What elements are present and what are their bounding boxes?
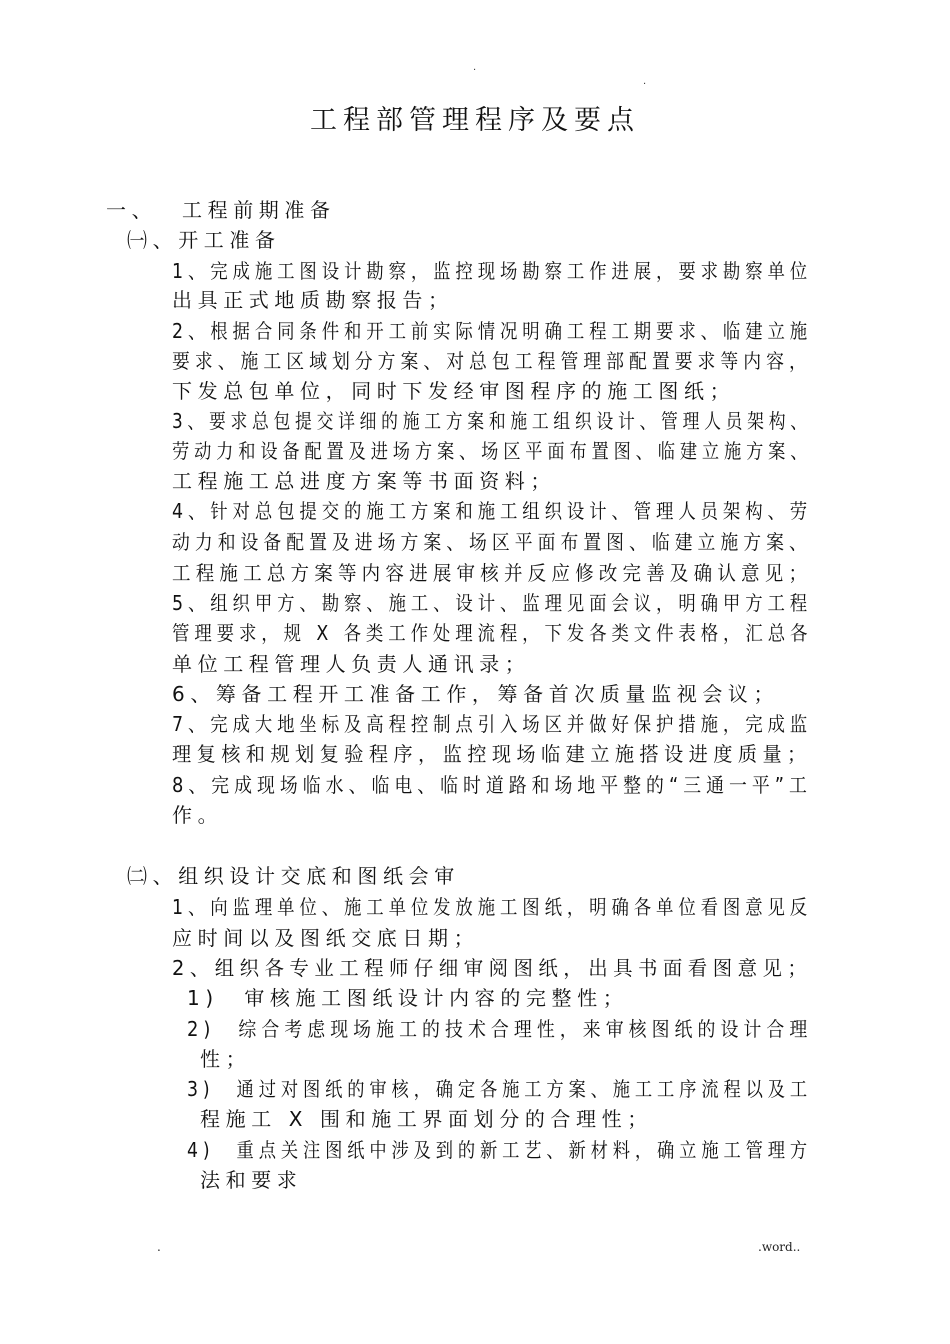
footer-word: .word.. [758, 1240, 801, 1254]
footer-dot: . [157, 1240, 161, 1254]
section-title: 工程前期准备 [182, 198, 336, 222]
paragraph-line: 5、组织甲方、勘察、施工、设计、监理见面会议，明确甲方工程 [172, 591, 813, 615]
paragraph-line: 2、组织各专业工程师仔细审阅图纸，出具书面看图意见； [172, 956, 813, 980]
paragraph-line: 劳动力和设备配置及进场方案、场区平面布置图、临建立施方案、 [172, 439, 813, 463]
paragraph-line: 理复核和规划复验程序，监控现场临建立施搭设进度质量； [172, 742, 812, 766]
paragraph-line: 工程施工总进度方案等书面资料； [172, 469, 556, 493]
sublist-line: 2) 综合考虑现场施工的技术合理性，来审核图纸的设计合理 [187, 1017, 813, 1041]
paragraph-line: 作。 [172, 803, 224, 827]
sublist-line: 1) 审核施工图纸设计内容的完整性； [187, 986, 629, 1010]
sublist-line: 法和要求 [200, 1168, 303, 1192]
sublist-line: 程施工 X 围和施工界面划分的合理性； [200, 1107, 653, 1131]
subsection-heading: ㈠、开工准备 [127, 228, 281, 252]
paragraph-line: 1、向监理单位、施工单位发放施工图纸，明确各单位看图意见反 [172, 895, 813, 919]
subsection-heading: ㈡、组织设计交底和图纸会审 [127, 864, 460, 888]
header-dot: . [473, 62, 477, 73]
document-title: 工程部管理程序及要点 [310, 105, 640, 136]
sublist-line: 3) 通过对图纸的审核，确定各施工方案、施工工序流程以及工 [187, 1077, 812, 1101]
paragraph-line: 2、根据合同条件和开工前实际情况明确工程工期要求、临建立施 [172, 319, 813, 343]
paragraph-line: 应时间以及图纸交底日期； [172, 926, 480, 950]
header-dot: . [643, 76, 647, 87]
paragraph-line: 动力和设备配置及进场方案、场区平面布置图、临建立施方案、 [172, 530, 812, 554]
paragraph-line: 6、筹备工程开工准备工作，筹备首次质量监视会议； [172, 682, 780, 706]
paragraph-line: 单位工程管理人负责人通讯录； [172, 652, 531, 676]
paragraph-line: 要求、施工区域划分方案、对总包工程管理部配置要求等内容， [172, 349, 812, 373]
section-heading [106, 198, 336, 222]
paragraph-line: 8、完成现场临水、临电、临时道路和场地平整的“三通一平”工 [172, 773, 812, 797]
paragraph-line: 下发总包单位，同时下发经审图程序的施工图纸； [172, 379, 736, 403]
paragraph-line: 4、针对总包提交的施工方案和施工组织设计、管理人员架构、劳 [172, 499, 813, 523]
sublist-line: 性； [200, 1047, 252, 1071]
paragraph-line: 管理要求，规 X 各类工作处理流程，下发各类文件表格，汇总各 [172, 621, 813, 645]
sublist-line: 4) 重点关注图纸中涉及到的新工艺、新材料，确立施工管理方 [187, 1138, 812, 1162]
paragraph-line: 3、要求总包提交详细的施工方案和施工组织设计、管理人员架构、 [172, 409, 812, 433]
paragraph-line: 7、完成大地坐标及高程控制点引入场区并做好保护措施，完成监 [172, 712, 813, 736]
paragraph-line: 出具正式地质勘察报告； [172, 288, 454, 312]
paragraph-line: 1、完成施工图设计勘察，监控现场勘察工作进展，要求勘察单位 [172, 259, 813, 283]
paragraph-line: 工程施工总方案等内容进展审核并反应修改完善及确认意见； [172, 561, 813, 585]
section-number: 一、 [106, 198, 158, 222]
